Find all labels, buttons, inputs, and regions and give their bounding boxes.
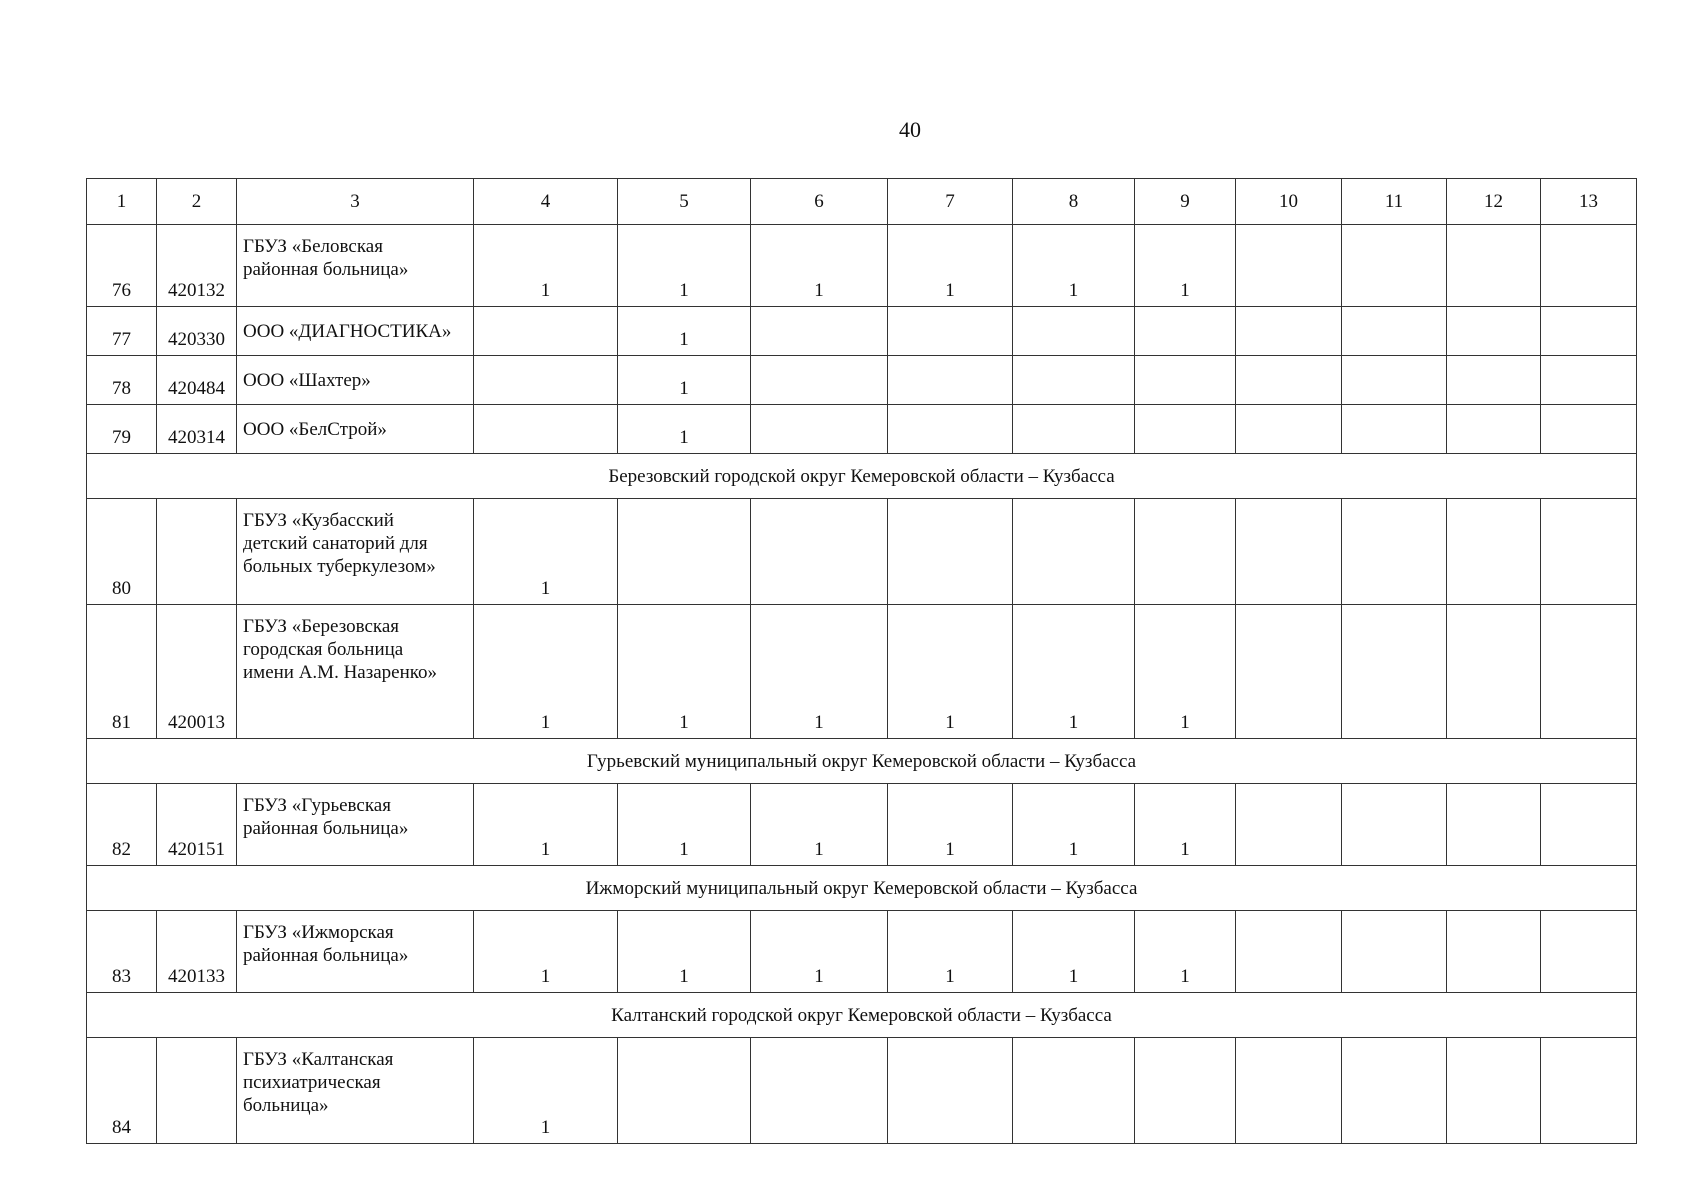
column-header: 6 [751, 179, 888, 225]
organization-name: ГБУЗ «Беловская районная больница» [237, 225, 474, 307]
value-cell: 1 [474, 1038, 618, 1144]
section-title: Гурьевский муниципальный округ Кемеровской области – Кузбасса [87, 739, 1637, 784]
table-row [87, 356, 1637, 405]
organization-code [157, 1038, 237, 1144]
value-cell [1236, 605, 1342, 739]
row-number: 79 [87, 405, 157, 454]
value-cell [1447, 784, 1541, 866]
organization-name: ООО «БелСтрой» [237, 405, 474, 454]
row-number: 76 [87, 225, 157, 307]
row-number: 82 [87, 784, 157, 866]
organization-name: ГБУЗ «Ижморская районная больница» [237, 911, 474, 993]
value-cell: 1 [1135, 225, 1236, 307]
column-header: 11 [1342, 179, 1447, 225]
value-cell [618, 1038, 751, 1144]
value-cell [1013, 307, 1135, 356]
column-header: 9 [1135, 179, 1236, 225]
table-row [87, 784, 1637, 866]
value-cell [1342, 405, 1447, 454]
value-cell: 1 [474, 911, 618, 993]
column-header: 10 [1236, 179, 1342, 225]
value-cell [751, 1038, 888, 1144]
value-cell: 1 [474, 605, 618, 739]
value-cell [1447, 405, 1541, 454]
organization-code: 420314 [157, 405, 237, 454]
value-cell [474, 356, 618, 405]
organization-name: ГБУЗ «Гурьевская районная больница» [237, 784, 474, 866]
value-cell [1541, 356, 1637, 405]
value-cell [1135, 405, 1236, 454]
table-row [87, 405, 1637, 454]
value-cell [1013, 405, 1135, 454]
section-row [87, 993, 1637, 1038]
value-cell [1013, 356, 1135, 405]
value-cell [1541, 307, 1637, 356]
row-number: 80 [87, 499, 157, 605]
value-cell [1342, 225, 1447, 307]
value-cell [1013, 499, 1135, 605]
value-cell [1236, 784, 1342, 866]
value-cell [1342, 605, 1447, 739]
column-header: 3 [237, 179, 474, 225]
value-cell [1236, 356, 1342, 405]
value-cell: 1 [618, 225, 751, 307]
value-cell [888, 405, 1013, 454]
value-cell: 1 [751, 225, 888, 307]
value-cell [1541, 405, 1637, 454]
value-cell [1342, 1038, 1447, 1144]
value-cell: 1 [888, 225, 1013, 307]
value-cell [1447, 356, 1541, 405]
row-number: 81 [87, 605, 157, 739]
value-cell [1447, 911, 1541, 993]
value-cell [1541, 784, 1637, 866]
value-cell: 1 [751, 784, 888, 866]
value-cell [1342, 499, 1447, 605]
value-cell [1541, 225, 1637, 307]
value-cell [888, 356, 1013, 405]
value-cell [474, 307, 618, 356]
value-cell: 1 [751, 605, 888, 739]
column-header: 7 [888, 179, 1013, 225]
value-cell [1541, 911, 1637, 993]
value-cell [1236, 405, 1342, 454]
value-cell [1236, 499, 1342, 605]
value-cell: 1 [618, 784, 751, 866]
value-cell [618, 499, 751, 605]
organization-code: 420133 [157, 911, 237, 993]
value-cell: 1 [618, 911, 751, 993]
table-row [87, 225, 1637, 307]
section-title: Калтанский городской округ Кемеровской области – Кузбасса [87, 993, 1637, 1038]
column-header: 2 [157, 179, 237, 225]
value-cell [1541, 605, 1637, 739]
value-cell [751, 307, 888, 356]
organization-code: 420013 [157, 605, 237, 739]
value-cell: 1 [888, 605, 1013, 739]
section-title: Ижморский муниципальный округ Кемеровской области – Кузбасса [87, 866, 1637, 911]
row-number: 77 [87, 307, 157, 356]
value-cell: 1 [888, 784, 1013, 866]
organization-code: 420132 [157, 225, 237, 307]
table-row [87, 499, 1637, 605]
organization-code: 420330 [157, 307, 237, 356]
table-body [87, 179, 1637, 1144]
value-cell [1135, 1038, 1236, 1144]
value-cell [1342, 356, 1447, 405]
value-cell [1541, 1038, 1637, 1144]
value-cell [1135, 356, 1236, 405]
organization-code: 420484 [157, 356, 237, 405]
organization-name: ГБУЗ «Калтанская психиатрическая больница» [237, 1038, 474, 1144]
value-cell [1541, 499, 1637, 605]
value-cell [1342, 784, 1447, 866]
value-cell: 1 [618, 405, 751, 454]
value-cell [1013, 1038, 1135, 1144]
value-cell [1135, 307, 1236, 356]
table-row [87, 307, 1637, 356]
value-cell [1236, 911, 1342, 993]
row-number: 84 [87, 1038, 157, 1144]
row-number: 78 [87, 356, 157, 405]
column-header: 13 [1541, 179, 1637, 225]
value-cell [1342, 911, 1447, 993]
value-cell [1447, 225, 1541, 307]
organization-name: ГБУЗ «Березовская городская больница имени А.М. Назаренко» [237, 605, 474, 739]
value-cell [751, 499, 888, 605]
column-header: 8 [1013, 179, 1135, 225]
value-cell: 1 [888, 911, 1013, 993]
organization-code [157, 499, 237, 605]
value-cell: 1 [618, 307, 751, 356]
value-cell [888, 499, 1013, 605]
section-title: Березовский городской округ Кемеровской области – Кузбасса [87, 454, 1637, 499]
column-header: 1 [87, 179, 157, 225]
value-cell: 1 [1013, 225, 1135, 307]
table-row [87, 911, 1637, 993]
value-cell: 1 [1135, 784, 1236, 866]
value-cell [1447, 307, 1541, 356]
organization-name: ООО «ДИАГНОСТИКА» [237, 307, 474, 356]
value-cell: 1 [1013, 605, 1135, 739]
column-header: 4 [474, 179, 618, 225]
organization-name: ГБУЗ «Кузбасский детский санаторий для больных туберкулезом» [237, 499, 474, 605]
value-cell: 1 [474, 499, 618, 605]
value-cell [751, 405, 888, 454]
column-header: 12 [1447, 179, 1541, 225]
table-header-row [87, 179, 1637, 225]
value-cell [474, 405, 618, 454]
value-cell: 1 [1135, 911, 1236, 993]
organization-name: ООО «Шахтер» [237, 356, 474, 405]
value-cell: 1 [618, 605, 751, 739]
value-cell [1236, 307, 1342, 356]
value-cell [1236, 1038, 1342, 1144]
table-row [87, 605, 1637, 739]
value-cell: 1 [1135, 605, 1236, 739]
section-row [87, 454, 1637, 499]
value-cell [1236, 225, 1342, 307]
value-cell [1447, 499, 1541, 605]
value-cell: 1 [1013, 784, 1135, 866]
value-cell: 1 [618, 356, 751, 405]
value-cell: 1 [474, 784, 618, 866]
value-cell [888, 1038, 1013, 1144]
column-header: 5 [618, 179, 751, 225]
value-cell [1447, 605, 1541, 739]
section-row [87, 739, 1637, 784]
value-cell [888, 307, 1013, 356]
value-cell [1447, 1038, 1541, 1144]
value-cell [751, 356, 888, 405]
value-cell: 1 [751, 911, 888, 993]
section-row [87, 866, 1637, 911]
data-table [86, 178, 1637, 1144]
value-cell: 1 [1013, 911, 1135, 993]
value-cell [1135, 499, 1236, 605]
page-number: 40 [899, 117, 921, 142]
value-cell: 1 [474, 225, 618, 307]
organization-code: 420151 [157, 784, 237, 866]
value-cell [1342, 307, 1447, 356]
table-row [87, 1038, 1637, 1144]
row-number: 83 [87, 911, 157, 993]
